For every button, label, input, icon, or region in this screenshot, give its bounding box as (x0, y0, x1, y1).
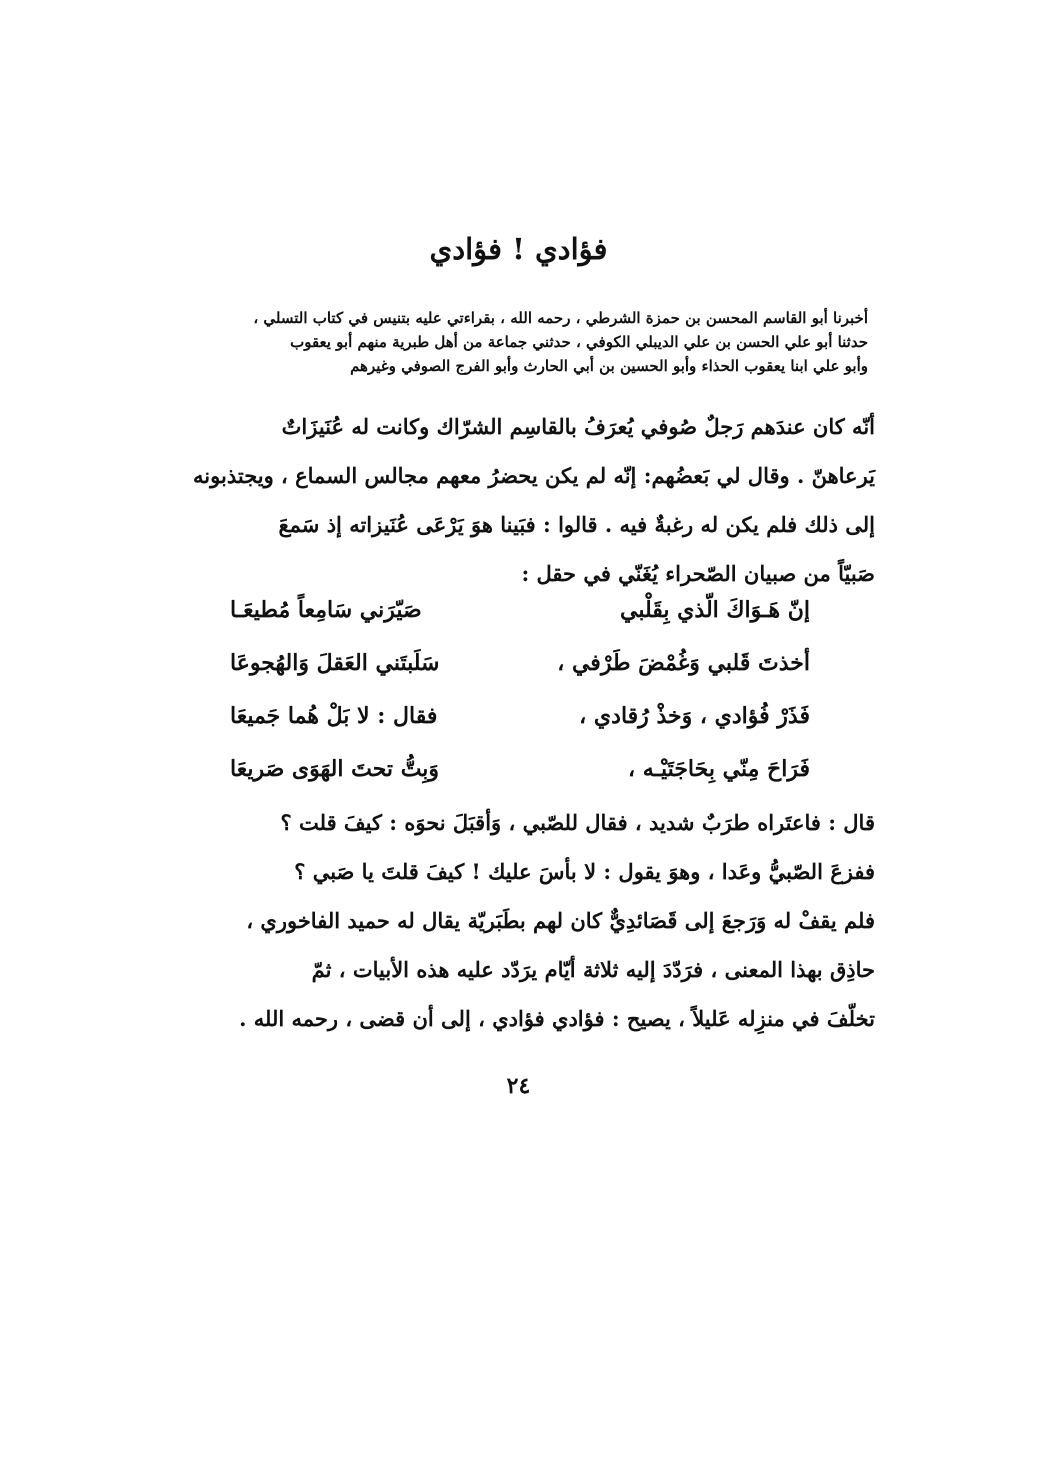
narrative-line: إلى ذلك فلم يكن له رغبةٌ فيه . قالوا : فبَينا هوَ يَرْعَى عُنَيزاته إذ سَمعَ (278, 512, 875, 537)
isnad-line: وأبو علي ابنا يعقوب الحذاء وأبو الحسين بن أبي الحارث وأبو الفرج الصوفي وغيرهم (350, 357, 868, 375)
chapter-title: فؤادي ! فؤادي (429, 232, 608, 266)
narrative-paragraph-before-verses (160, 402, 875, 598)
verse-line (230, 636, 810, 689)
page-number: ٢٤ (506, 1073, 531, 1099)
verse-second-hemistich: وَبِتُّ تحتَ الهَوَى صَريعَا (230, 755, 440, 782)
narrative-line: قال : فاعتَراه طرَبٌ شديد ، فقال للصّبي ، وَأقبَلَ نحوَه : كيفَ قلت ؟ (280, 810, 875, 835)
isnad-chain (178, 306, 868, 378)
narrative-line: أنّه كان عندَهم رَجلٌ صُوفي يُعرَفُ بالقاسِم الشرّاك وكانت له عُنَيزَاتٌ (281, 414, 875, 439)
verse-second-hemistich: صَيّرَني سَامِعاً مُطيعَـا (230, 596, 422, 623)
verse-first-hemistich: فَذَرْ فُؤادي ، وَخذْ رُقادي ، (579, 702, 810, 729)
verse-first-hemistich: فَرَاحَ مِنّي بِحَاجَتَيْـه ، (628, 755, 810, 782)
narrative-line: فلم يقفْ له وَرَجعَ إلى قَصَائدِيٌّ كان لهم بطَبَريّة يقال له حميد الفاخوري ، (246, 908, 875, 933)
narrative-line: يَرعاهنّ . وقال لي بَعضُهم: إنّه لم يكن يحضرُ معهم مجالس السماع ، ويجتذبونه (193, 463, 875, 488)
narrative-line: حاذِق بهذا المعنى ، فرَدّدَ إليه ثلاثة أيّام يرَدّد عليه هذه الأبيات ، ثمّ (311, 957, 875, 982)
narrative-line: صَبيّاً من صبيان الصّحراء يُغَنّي في حقل : (521, 561, 875, 586)
verse-line (230, 742, 810, 795)
verse-second-hemistich: سَلَبتَني العَقلَ وَالهُجوعَا (230, 649, 440, 676)
narrative-line: ففزعَ الصّبيُّ وعَدا ، وهوَ يقول : لا بأسَ عليك ! كيفَ قلتَ يا صَبي ؟ (294, 859, 875, 884)
isnad-line: حدثنا أبو علي الحسن بن علي الديبلي الكوفي ، حدثني جماعة من أهل طبرية منهم أبو يعقوب (290, 333, 868, 351)
verse-line (230, 689, 810, 742)
verse-second-hemistich: فقال : لا بَلْ هُما جَميعَا (230, 702, 438, 729)
narrative-paragraph-after-verses (160, 798, 875, 1043)
narrative-line: تخلّفَ في منزِله عَليلاً ، يصيح : فؤادي فؤادي ، إلى أن قضى ، رحمه الله . (239, 1006, 875, 1031)
verse-line (230, 583, 810, 636)
verse-first-hemistich: إنّ هَـوَاكَ الّذي بِقَلْبي (620, 596, 810, 623)
poem-verses (230, 583, 810, 795)
isnad-line: أخبرنا أبو القاسم المحسن بن حمزة الشرطي ، رحمه الله ، بقراءتي عليه بتنيس في كتاب التسلي ، (253, 309, 868, 327)
verse-first-hemistich: أخذتَ قَلبي وَغُمْضَ طَرْفي ، (557, 649, 810, 676)
